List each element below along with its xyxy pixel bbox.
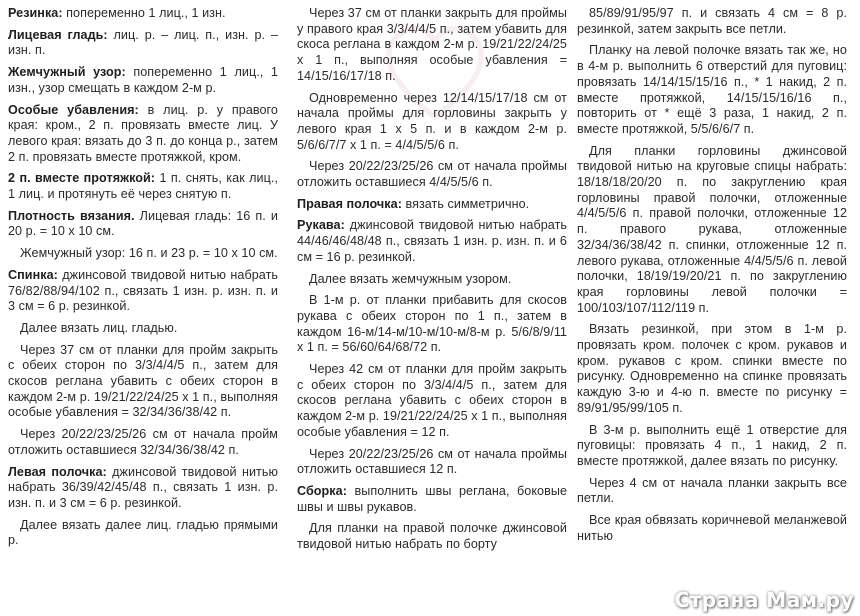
paragraph-text: Через 4 см от начала планки закрыть все петли.: [577, 475, 847, 506]
paragraph-text: Далее вязать жемчужным узором.: [309, 271, 512, 286]
paragraph: [8, 171, 278, 202]
paragraph-text: Вязать резинкой, при этом в 1-м р. провязать кром. полочек с кром. рукавов и кром. рукавов с кром. спинки вместе по рисунку. Одновременно на спинке провязать каждую 3-ю и 4-ю п. вместе по рисунку = 89/91/95/99/105 п.: [577, 322, 847, 415]
paragraph-text: лиц. р. – лиц. п., изн. р. – изн. п.: [8, 27, 278, 58]
section-heading: Спинка:: [8, 267, 58, 282]
paragraph-text: вязать симметрично.: [401, 196, 530, 211]
paragraph: [8, 343, 278, 422]
paragraph: [297, 362, 567, 441]
section-heading: Правая полочка:: [297, 196, 402, 211]
paragraph-text: Одновременно через 12/14/15/17/18 см от начала проймы для горловины закрыть у левого края 1 х 5 п. и в каждом 2-м р. 5/6/6/7/7 х 1 п. = 4/4/5/5/6 п.: [297, 90, 567, 152]
section-heading: Сборка:: [297, 483, 347, 498]
paragraph: [297, 521, 567, 552]
paragraph-text: В 1-м р. от планки прибавить для скосов рукава с обеих сторон по 1 п., затем в каждом 16-м/14-м/10-м/10-м/8-м р. 5/6/8/9/11 х 1 п. = 56/60/64/68/72 п.: [297, 293, 567, 355]
column-3: [577, 6, 847, 551]
paragraph: [297, 91, 567, 154]
paragraph-text: джинсовой твидовой нитью набрать 76/82/88/94/102 п., связать 1 изн. р. изн. п. и 3 см = 6 р. резинкой.: [8, 267, 278, 314]
section-heading: Плотность вязания.: [8, 208, 135, 223]
paragraph: [8, 321, 278, 337]
paragraph-text: Через 20/22/23/25/26 см от начала проймы отложить оставшиеся 12 п.: [297, 446, 567, 477]
section-heading: Левая полочка:: [8, 464, 107, 479]
paragraph-text: Далее вязать далее лиц. гладью прямыми р.: [8, 517, 278, 548]
paragraph-text: Далее вязать лиц. гладью.: [20, 320, 178, 335]
column-2: [297, 6, 567, 559]
paragraph: [577, 144, 847, 317]
paragraph-text: в лиц. р. у правого края: кром., 2 п. провязать вместе лиц. У левого края: вязать до 3 п. до конца р., затем 2 п. провязать вместе протяжкой, кром.: [8, 102, 278, 164]
paragraph-text: Через 20/22/23/25/26 см от начала проймы отложить оставшиеся 4/4/5/5/6 п.: [297, 159, 567, 190]
paragraph-text: Для планки горловины джинсовой твидовой нитью на круговые спицы набрать: 18/18/18/20/20 п. по закруглению края горловины правой полочки, отложенные 4/4/5/5/6 п. правой полочки, отложенные 12 п. правого рукава, отложенные 32/34/36/38/42 п. спинки, отложенные 12 п. левого рукава, отложенные 4/4/5/5/6 п. левой полочки, 18/19/19/20/21 п. по закруглению края горловины левой полочки = 100/103/107/112/119 п.: [577, 143, 847, 315]
paragraph: [297, 447, 567, 478]
section-heading: Особые убавления:: [8, 102, 139, 117]
paragraph: [297, 6, 567, 85]
paragraph: [8, 28, 278, 59]
paragraph: [577, 476, 847, 507]
paragraph-text: Через 37 см от планки закрыть для проймы у правого края 3/3/4/4/5 п., затем убавить для скоса реглана в каждом 2-м р. 19/21/22/24/25 х 1 п., выполняя особые убавления = 14/15/16/17/18 п.: [297, 6, 567, 83]
paragraph: [8, 427, 278, 458]
paragraph-text: В 3-м р. выполнить ещё 1 отверстие для пуговицы: провязать 4 п., 1 накид, 2 п. вместе протяжкой, далее вязать по рисунку.: [577, 422, 847, 468]
paragraph: [577, 423, 847, 470]
section-heading: 2 п. вместе протяжкой:: [8, 171, 156, 186]
paragraph: [577, 43, 847, 137]
paragraph-text: попеременно 1 лиц., 1 изн., узор смещать в каждом 2-м р.: [8, 65, 278, 95]
paragraph: [577, 322, 847, 416]
paragraph-text: Через 37 см от планки для пройм закрыть с обеих сторон по 3/3/4/4/5 п., затем для скосов реглана убавить с обеих сторон в каждом 2-м р. 19/21/22/24/25 х 1 п., выполняя особые убавления = 32/34/36/38/42 п.: [8, 342, 278, 420]
paragraph: [8, 518, 278, 549]
paragraph: [297, 197, 567, 213]
paragraph-text: Лицевая гладь: 16 п. и 20 р. = 10 х 10 см.: [8, 208, 278, 239]
paragraph-text: Для планки на правой полочке джинсовой твидовой нитью набрать по борту: [297, 521, 567, 552]
paragraph: [8, 6, 278, 22]
paragraph-text: Через 42 см от планки для пройм закрыть с обеих сторон по 3/3/4/4/5 п., затем для скосов реглана убавить с обеих сторон в каждом 2-м р. 19/21/22/24/25 х 1 п., выполняя особые убавления = 12 п.: [297, 362, 567, 439]
paragraph-text: Жемчужный узор: 16 п. и 23 р. = 10 х 10 см.: [20, 246, 278, 261]
paragraph: [297, 272, 567, 288]
section-heading: Лицевая гладь:: [8, 27, 108, 42]
paragraph-text: Планку на левой полочке вязать так же, но в 4-м р. выполнить 6 отверстий для пуговиц: провязать 14/14/15/15/16 п., * 1 накид, 2 п. вместе протяжкой, 14/15/15/16/16 п., повторить от * ещё 3 раза, 1 накид, 2 п. вместе протяжкой, 5/5/6/6/7 п.: [577, 43, 847, 136]
paragraph: [297, 218, 567, 265]
column-1: [8, 6, 278, 555]
section-heading: Рукава:: [297, 218, 345, 233]
site-logo: Страна Мам.ру: [674, 588, 854, 612]
paragraph: [297, 159, 567, 190]
paragraph-text: выполнить швы реглана, боковые швы и швы рукавов.: [297, 483, 567, 514]
section-heading: Резинка:: [8, 6, 63, 20]
paragraph: [8, 103, 278, 166]
section-heading: Жемчужный узор:: [8, 65, 126, 80]
paragraph: [8, 246, 278, 262]
paragraph-text: 1 п. снять, как лиц., 1 лиц. и протянуть её через снятую п.: [8, 171, 278, 202]
paragraph: [8, 268, 278, 315]
paragraph: [8, 65, 278, 96]
paragraph-text: попеременно 1 лиц., 1 изн.: [62, 6, 226, 20]
paragraph-text: Все края обвязать коричневой меланжевой нитью: [577, 513, 847, 543]
paragraph: [8, 209, 278, 240]
paragraph-text: джинсовой твидовой нитью набрать 44/46/46/48/48 п., связать 1 изн. р. изн. п. и 6 см = 16 р. резинкой.: [297, 218, 567, 264]
paragraph-text: Через 20/22/23/25/26 см от начала пройм отложить оставшиеся 32/34/36/38/42 п.: [8, 427, 278, 457]
paragraph: [577, 513, 847, 544]
paragraph: [297, 484, 567, 515]
paragraph-text: 85/89/91/95/97 п. и связать 4 см = 8 р. резинкой, затем закрыть все петли.: [577, 6, 847, 36]
paragraph: [577, 6, 847, 37]
paragraph: [8, 465, 278, 512]
paragraph-text: джинсовой твидовой нитью набрать 36/39/42/45/48 п., связать 1 изн. р. изн. п. и 3 см = 6 р. резинкой.: [8, 464, 278, 510]
paragraph: [297, 293, 567, 356]
